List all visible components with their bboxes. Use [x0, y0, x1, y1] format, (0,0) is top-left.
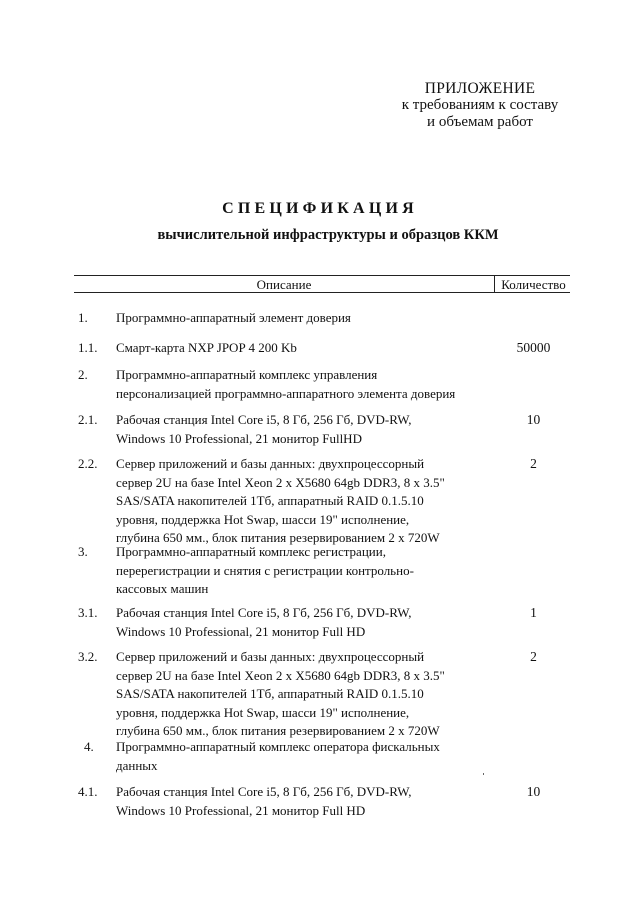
row-description [116, 648, 476, 741]
row-description-line: Сервер приложений и базы данных: двухпроцессорный [116, 649, 425, 664]
row-description-line: SAS/SATA накопителей 1Тб, аппаратный RAID 0.1.5.10 [116, 493, 424, 508]
row-number: 4. [84, 739, 94, 754]
header-description: Описание [256, 277, 312, 292]
row-description-line: Windows 10 Professional, 21 монитор FullHD [116, 430, 362, 446]
row-description-line: Программно-аппаратный комплекс управления [116, 367, 378, 382]
row-description-line: глубина 650 мм., блок питания резервированием 2 x 720W [116, 530, 440, 545]
row-quantity: 10 [526, 784, 541, 799]
row-description [116, 738, 476, 775]
row-quantity: 50000 [516, 340, 551, 355]
row-description [116, 411, 476, 448]
scan-speck [483, 773, 484, 775]
row-description-line: Смарт-карта NXP JPOP 4 200 Kb [116, 340, 297, 355]
row-description-line: глубина 650 мм., блок питания резервированием 2 x 720W [116, 723, 440, 738]
row-description-line: уровня, поддержка Hot Swap, шасси 19" исполнение, [116, 511, 410, 527]
document-title: СПЕЦИФИКАЦИЯ [222, 200, 418, 217]
table-header-rule [74, 292, 570, 293]
row-description [116, 366, 476, 403]
row-quantity: 1 [530, 605, 537, 620]
header-quantity: Количество [501, 277, 566, 292]
row-description [116, 604, 476, 641]
row-number: 2.2. [78, 456, 98, 471]
row-description-line: Рабочая станция Intel Core i5, 8 Гб, 256 Гб, DVD-RW, [116, 605, 412, 620]
row-description-line: сервер 2U на базе Intel Xeon 2 x X5680 64gb DDR3, 8 x 3.5" [116, 474, 445, 490]
appendix-title: ПРИЛОЖЕНИЕ [424, 80, 536, 97]
row-description-line: Рабочая станция Intel Core i5, 8 Гб, 256 Гб, DVD-RW, [116, 784, 412, 799]
row-description-line: Windows 10 Professional, 21 монитор Full HD [116, 802, 366, 818]
row-description-line: Программно-аппаратный комплекс регистрации, [116, 544, 386, 559]
row-description-line: кассовых машин [116, 581, 209, 596]
row-description [116, 339, 476, 358]
table-column-divider [494, 276, 495, 293]
row-description-line: сервер 2U на базе Intel Xeon 2 x X5680 64gb DDR3, 8 x 3.5" [116, 667, 445, 683]
row-description-line: Программно-аппаратный элемент доверия [116, 310, 351, 325]
row-description-line: Рабочая станция Intel Core i5, 8 Гб, 256 Гб, DVD-RW, [116, 412, 412, 427]
row-description-line: SAS/SATA накопителей 1Тб, аппаратный RAID 0.1.5.10 [116, 686, 424, 701]
row-quantity: 2 [530, 649, 537, 664]
row-description-line: уровня, поддержка Hot Swap, шасси 19" исполнение, [116, 704, 410, 720]
row-description-line: Windows 10 Professional, 21 монитор Full HD [116, 623, 366, 639]
row-description [116, 783, 476, 820]
document-subtitle: вычислительной инфраструктуры и образцов ККМ [157, 227, 499, 243]
appendix-line-2: к требованиям к составу [401, 97, 559, 113]
row-description-line: перерегистрации и снятия с регистрации контрольно- [116, 562, 414, 578]
row-number: 2.1. [78, 412, 98, 427]
row-number: 1.1. [78, 340, 98, 355]
row-quantity: 2 [530, 456, 537, 471]
row-number: 4.1. [78, 784, 98, 799]
row-number: 2. [78, 367, 88, 382]
row-quantity: 10 [526, 412, 541, 427]
row-description-line: персонализацией программно-аппаратного элемента доверия [116, 385, 456, 401]
row-description [116, 543, 476, 599]
appendix-heading [360, 80, 600, 131]
row-number: 3. [78, 544, 88, 559]
row-number: 3.1. [78, 605, 98, 620]
row-number: 1. [78, 310, 88, 325]
row-description-line: данных [116, 757, 158, 773]
row-description [116, 455, 476, 548]
table-top-rule [74, 275, 570, 276]
row-description [116, 309, 476, 328]
row-description-line: Программно-аппаратный комплекс оператора фискальных [116, 739, 440, 754]
appendix-line-3: и объемам работ [427, 114, 533, 130]
row-number: 3.2. [78, 649, 98, 664]
row-description-line: Сервер приложений и базы данных: двухпроцессорный [116, 456, 425, 471]
